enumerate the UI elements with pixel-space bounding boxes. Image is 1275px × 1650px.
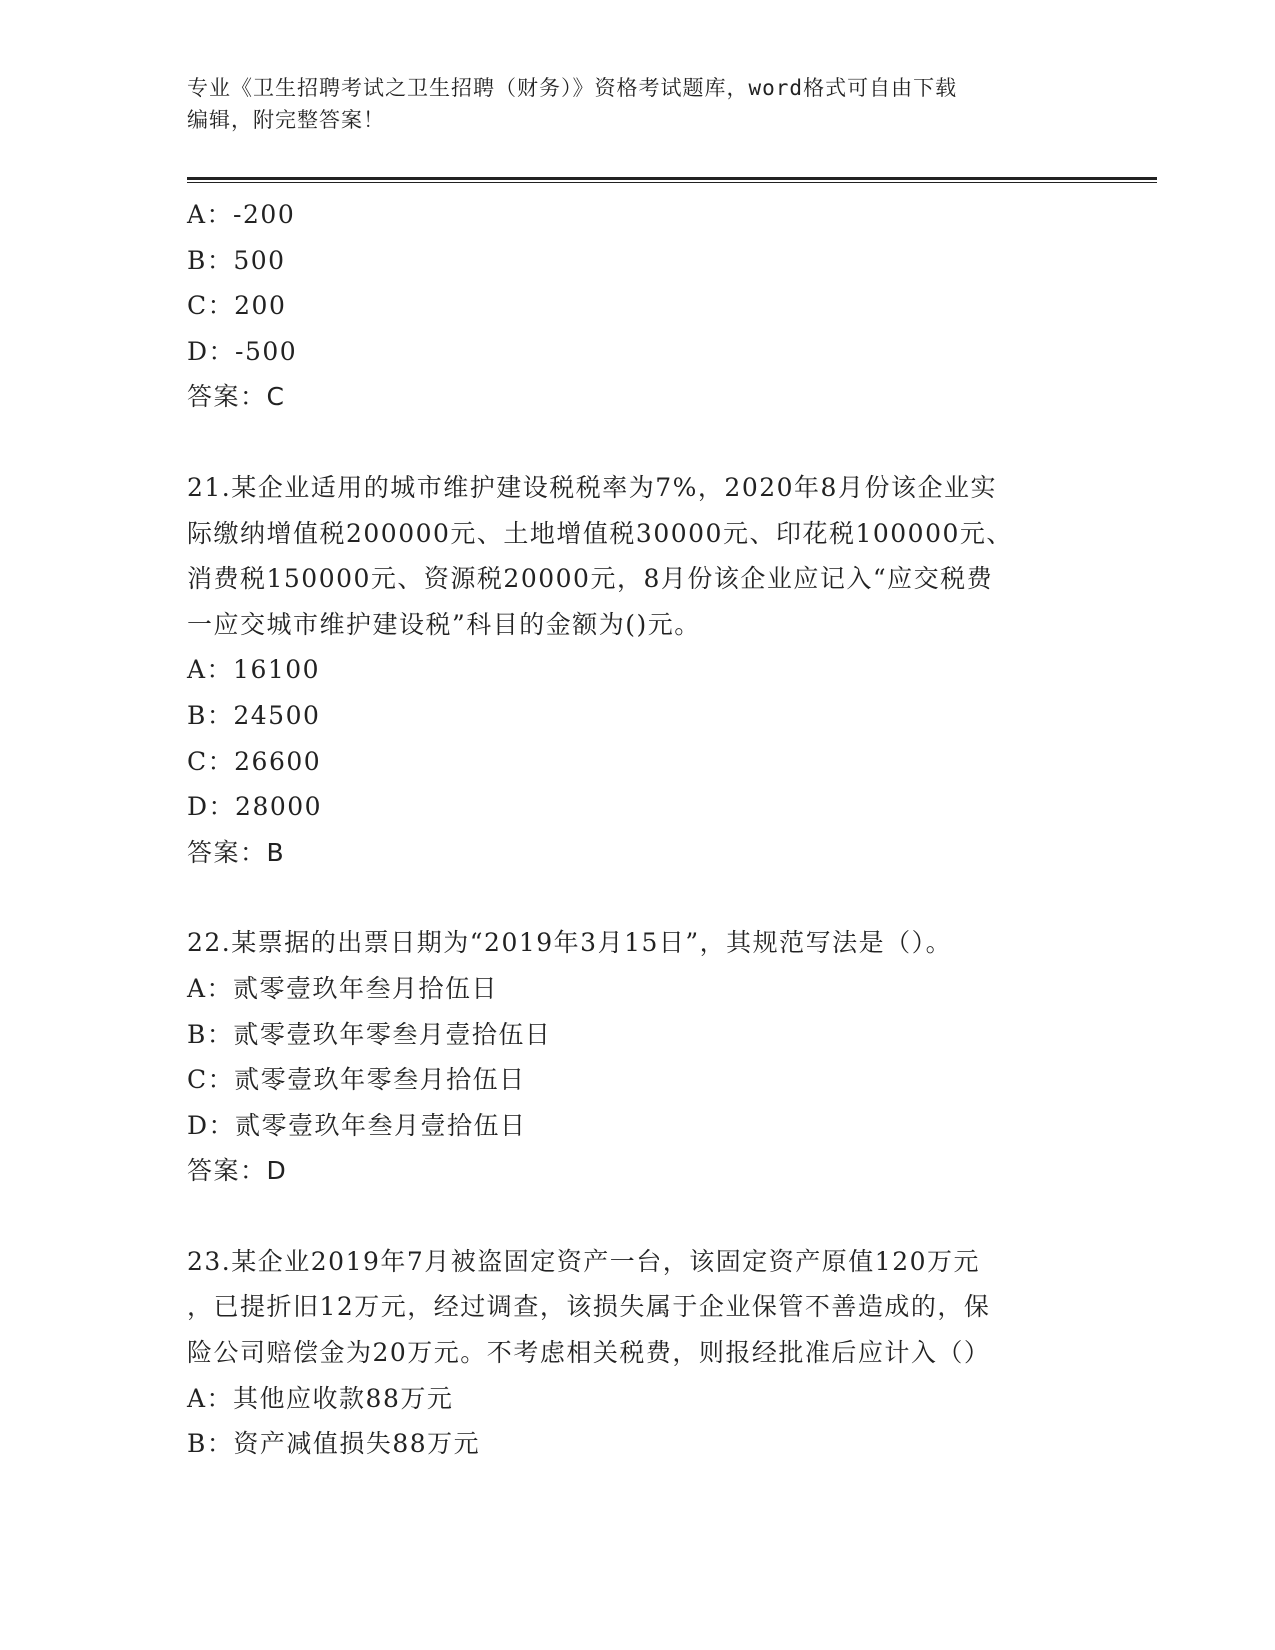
option-d: D：贰零壹玖年叁月壹拾伍日: [187, 1110, 527, 1140]
question-21: [187, 465, 1087, 875]
header-line-1: 专业《卫生招聘考试之卫生招聘（财务）》资格考试题库，word格式可自由下载: [187, 76, 958, 100]
question-stem-line: 消费税150000元、资源税20000元，8月份该企业应记入“应交税费: [187, 564, 994, 594]
answer-line: 答案：B: [187, 837, 286, 867]
document-header: [187, 72, 1087, 136]
option-b: B：24500: [187, 700, 321, 730]
option-d: D：-500: [187, 336, 298, 366]
option-b: B：贰零壹玖年零叁月壹拾伍日: [187, 1019, 552, 1049]
question-stem-line: 际缴纳增值税200000元、土地增值税30000元、印花税100000元、: [187, 518, 1013, 548]
question-stem-line: 21.某企业适用的城市维护建设税税率为7%，2020年8月份该企业实: [187, 472, 997, 502]
header-divider-thick: [187, 177, 1157, 180]
question-23: [187, 1239, 1087, 1467]
option-b: B：资产减值损失88万元: [187, 1429, 481, 1459]
question-stem-line: 22.某票据的出票日期为“2019年3月15日”，其规范写法是（）。: [187, 928, 953, 958]
question-stem-line: 一应交城市维护建设税”科目的金额为()元。: [187, 609, 701, 639]
answer-line: 答案：C: [187, 382, 286, 412]
option-b: B：500: [187, 245, 286, 275]
option-d: D：28000: [187, 792, 323, 822]
question-20: [187, 192, 1087, 420]
option-a: A：-200: [187, 200, 296, 229]
header-divider-thin: [187, 182, 1157, 183]
option-c: C：26600: [187, 746, 322, 776]
answer-line: 答案：D: [187, 1156, 288, 1186]
question-list: [187, 192, 1087, 1467]
question-stem-line: ，已提折旧12万元，经过调查，该损失属于企业保管不善造成的，保: [187, 1292, 991, 1322]
option-c: C：200: [187, 291, 287, 321]
question-stem-line: 23.某企业2019年7月被盗固定资产一台，该固定资产原值120万元: [187, 1246, 981, 1276]
question-22: [187, 920, 1087, 1194]
option-a: A：16100: [187, 655, 321, 685]
option-a: A：贰零壹玖年叁月拾伍日: [187, 973, 499, 1003]
header-line-2: 编辑，附完整答案！: [187, 108, 385, 132]
option-a: A：其他应收款88万元: [187, 1383, 454, 1413]
question-stem-line: 险公司赔偿金为20万元。不考虑相关税费，则报经批准后应计入（）: [187, 1338, 991, 1368]
option-c: C：贰零壹玖年零叁月拾伍日: [187, 1065, 526, 1095]
